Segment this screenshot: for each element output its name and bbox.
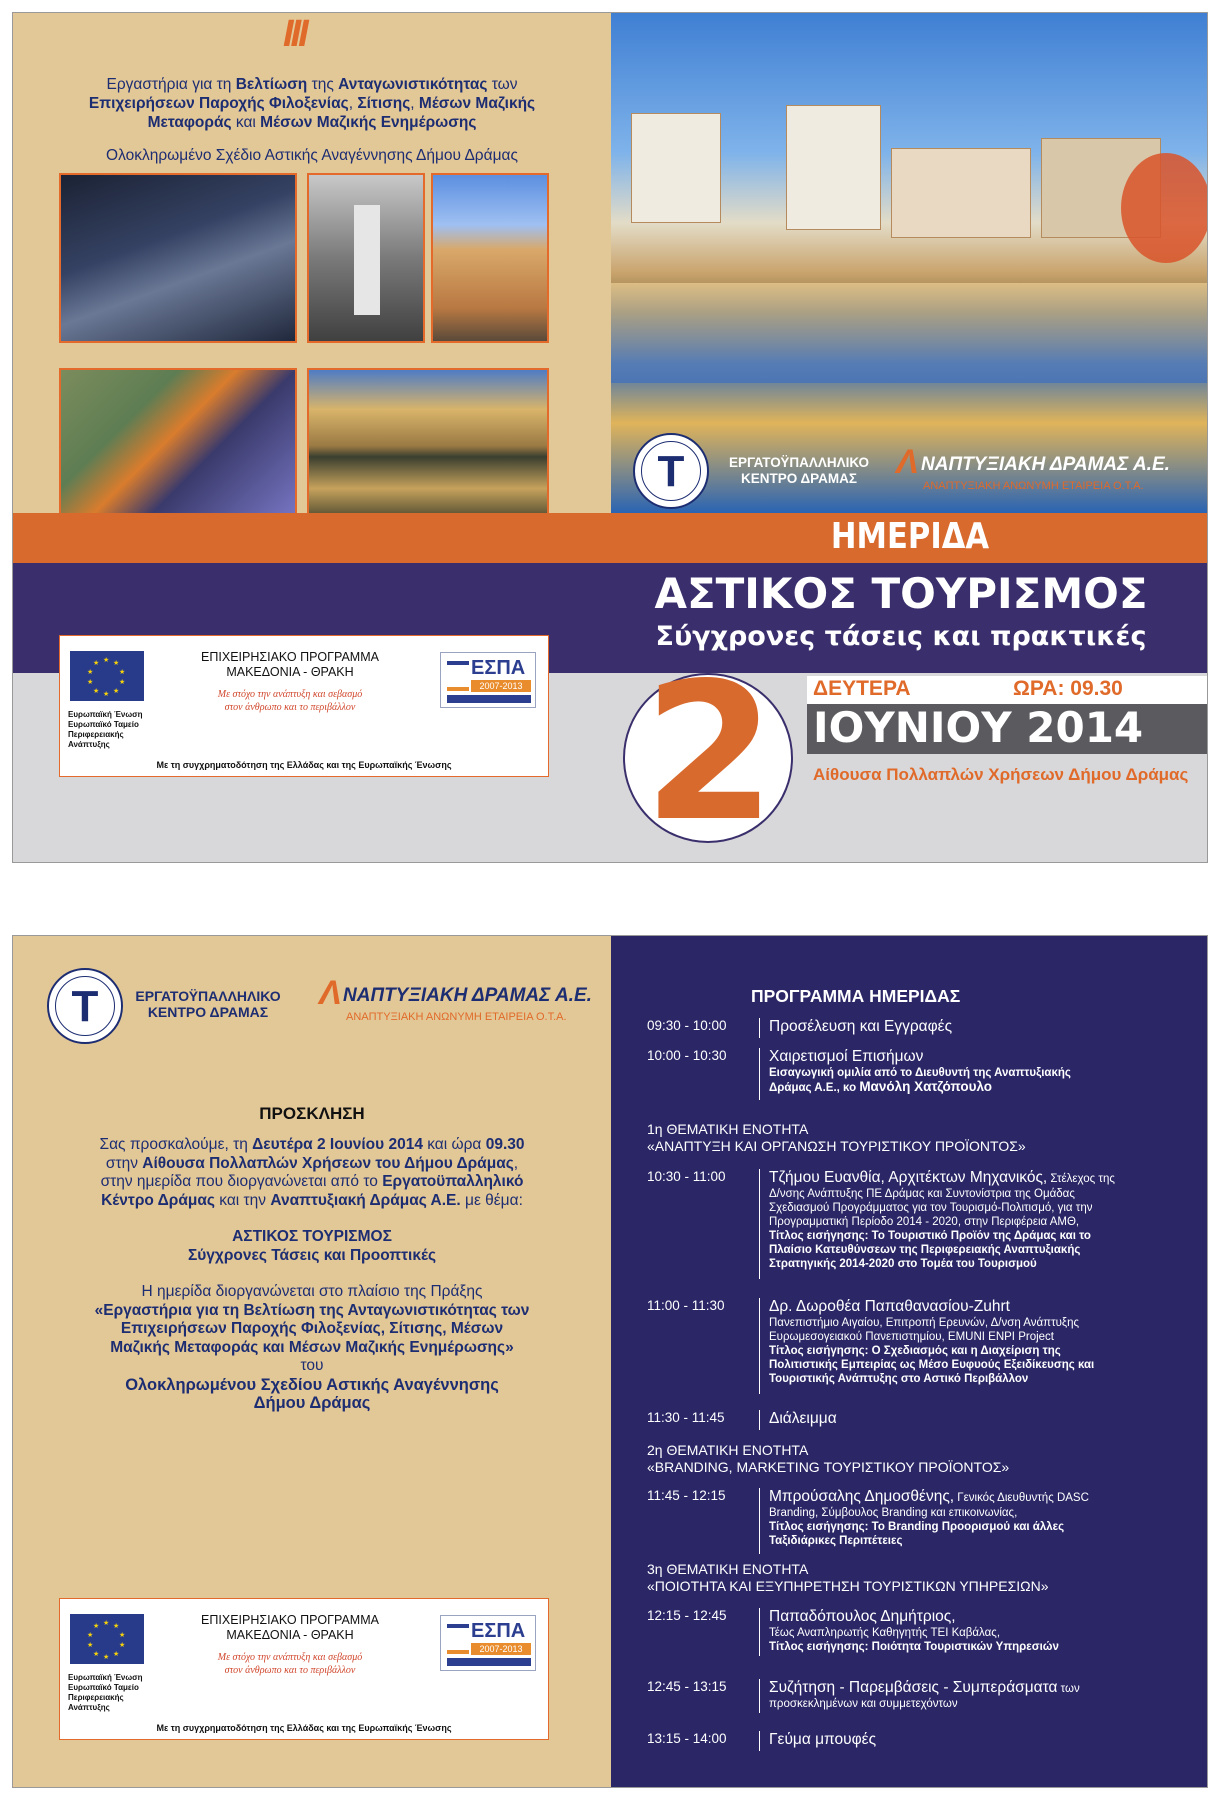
schedule-item [647, 1298, 1197, 1396]
invitation-body [53, 1136, 571, 1413]
photo-corner-building [431, 173, 549, 343]
program-line1: ΕΠΙΧΕΙΡΗΣΙΑΚΟ ΠΡΟΓΡΑΜΜΑ [201, 650, 379, 664]
schedule-time: 11:00 - 11:30 [647, 1298, 725, 1313]
invitation-theme-title: ΑΣΤΙΚΟΣ ΤΟΥΡΙΣΜΟΣ [232, 1228, 392, 1245]
schedule-title: Μπρούσαλης Δημοσθένης, Γενικός Διευθυντής DASC [769, 1488, 1089, 1505]
talk-title: Πλαίσιο Κατευθύνσεων της Περιφερειακής Αναπτυξιακής [769, 1244, 1081, 1256]
workshop-lead-text: Εργαστήρια για τη Βελτίωση της Ανταγωνιστικότητας των Επιχειρήσεων Παροχής Φιλοξενίας, Σίτισης, Μέσων Μαζικής Μεταφοράς και Μέσων Μαζικής Ενημέρωσης [88, 76, 536, 131]
espa-years: 2007-2013 [471, 680, 531, 692]
cofunding-note: Με τη συγχρηματοδότηση της Ελλάδας και της Ευρωπαϊκής Ένωσης [156, 760, 452, 770]
schedule-title: Χαιρετισμοί Επισήμων [769, 1048, 924, 1065]
eu-fund-label: Ευρωπαϊκή Ένωση Ευρωπαϊκό Ταμείο Περιφερειακής Ανάπτυξης [68, 710, 143, 749]
schedule-title: Διάλειμμα [769, 1410, 837, 1427]
schedule-detail: Ευρωμεσογειακού Πανεπιστημίου, EMUNI ENPI Project [769, 1331, 1054, 1343]
talk-title: Πολιτιστικής Εμπειρίας ως Μέσο Ευφυούς Εξειδίκευσης και [769, 1359, 1095, 1371]
center-line1: ΕΡΓΑΤΟΫΠΑΛΛΗΛΙΚΟ [728, 455, 870, 470]
section-title: «ΑΝΑΠΤΥΞΗ ΚΑΙ ΟΡΓΑΝΩΣΗ ΤΟΥΡΙΣΤΙΚΟΥ ΠΡΟΪΟΝΤΟΣ» [647, 1138, 1026, 1154]
schedule-title: Συζήτηση - Παρεμβάσεις - Συμπεράσματα των [769, 1679, 1080, 1696]
funding-box [59, 635, 549, 777]
program-motto [180, 1651, 400, 1677]
photo-modern-building [59, 368, 297, 530]
invitation-action: «Εργαστήρια για τη Βελτίωση της Ανταγωνιστικότητας των Επιχειρήσεων Παροχής Φιλοξενίας, Σίτισης, Μέσων Μαζικής Μεταφοράς και Μέσων Μαζικής Ενημέρωσης» [94, 1301, 530, 1356]
eu-flag-icon: ★ ★ ★ ★ ★ ★ ★ ★ ★ ★ [70, 1614, 144, 1664]
schedule-item [647, 1488, 1197, 1556]
employees-center-name [125, 988, 291, 1020]
anaptyxiaki-subtitle: ΑΝΑΠΤΥΞΙΑΚΗ ΑΝΩΝΥΜΗ ΕΤΑΙΡΕΙΑ Ο.Τ.Α. [923, 480, 1144, 492]
event-title: ΑΣΤΙΚΟΣ ΤΟΥΡΙΣΜΟΣ [654, 569, 1148, 618]
schedule-title: Προσέλευση και Εγγραφές [769, 1018, 953, 1035]
thematic-section [647, 1561, 1197, 1595]
photo-building [891, 148, 1031, 238]
schedule-detail: Πανεπιστήμιο Αιγαίου, Επιτροπή Ερευνών, Δ/νση Ανάπτυξης [769, 1317, 1080, 1329]
event-label: ΗΜΕΡΙΔΑ [830, 516, 990, 557]
schedule-item [647, 1731, 1197, 1753]
photo-autumn-tree [1121, 153, 1208, 263]
schedule-detail: Εισαγωγική ομιλία από το Διευθυντή της Αναπτυξιακής [769, 1067, 1071, 1079]
invitation-line: Κέντρο Δράμας και την Αναπτυξιακή Δράμας Α.Ε. με θέμα: [101, 1191, 523, 1209]
employees-center-name [719, 455, 879, 487]
schedule-detail: Τέως Αναπληρωτής Καθηγητής ΤΕΙ Καβάλας, [769, 1627, 1001, 1639]
espa-logo-icon [440, 1615, 536, 1671]
schedule-item [647, 1410, 1197, 1432]
event-month-year: ΙΟΥΝΙΟΥ 2014 [813, 703, 1144, 752]
event-date-number: 2 [643, 642, 776, 863]
motto-line1: Με στόχο την ανάπτυξη και σεβασμό [217, 1652, 363, 1663]
espa-logo-icon [440, 652, 536, 708]
schedule-detail: Δ/νσης Ανάπτυξης ΠΕ Δράμας και Συντονίστρια της Ομάδας [769, 1188, 1075, 1200]
inside-panel [12, 935, 1208, 1788]
espa-word: ΕΣΠΑ [471, 1620, 526, 1642]
center-line2: ΚΕΝΤΡΟ ΔΡΑΜΑΣ [740, 471, 858, 486]
espa-years: 2007-2013 [471, 1643, 531, 1655]
motto-line2: στον άνθρωπο και το περιβάλλον [224, 1665, 356, 1676]
thematic-section [647, 1442, 1197, 1476]
section-number: 2η ΘΕΜΑΤΙΚΗ ΕΝΟΤΗΤΑ [647, 1442, 809, 1458]
schedule-detail: Branding, Σύμβουλος Branding και επικοινωνίας, [769, 1507, 1018, 1519]
schedule-item [647, 1018, 1197, 1040]
program-line2: ΜΑΚΕΔΟΝΙΑ - ΘΡΑΚΗ [226, 665, 354, 679]
schedule-item [647, 1048, 1197, 1100]
employees-center-logo-icon [633, 433, 709, 509]
anaptyxiaki-logo-icon: Λ [896, 443, 919, 481]
schedule-time: 13:15 - 14:00 [647, 1731, 727, 1746]
espa-word: ΕΣΠΑ [471, 657, 526, 679]
thematic-section [647, 1121, 1197, 1155]
program-line2: ΜΑΚΕΔΟΝΙΑ - ΘΡΑΚΗ [226, 1628, 354, 1642]
talk-title: Στρατηγικής 2014-2020 στο Τομέα του Τουρισμού [769, 1258, 1037, 1270]
schedule-time: 11:30 - 11:45 [647, 1410, 725, 1425]
talk-title: Ταξιδιάρικες Περιπέτειες [769, 1535, 903, 1547]
schedule-item [647, 1169, 1197, 1281]
eu-fund-label: Ευρωπαϊκή Ένωση Ευρωπαϊκό Ταμείο Περιφερειακής Ανάπτυξης [68, 1673, 143, 1712]
invitation-line: στην Αίθουσα Πολλαπλών Χρήσεων του Δήμου Δράμας, [105, 1154, 519, 1172]
event-day: ΔΕΥΤΕΡΑ [813, 677, 911, 700]
schedule-time: 12:45 - 13:15 [647, 1679, 727, 1694]
center-line1: ΕΡΓΑΤΟΫΠΑΛΛΗΛΙΚΟ [135, 988, 281, 1004]
schedule-detail: προσκεκλημένων και συμμετεχόντων [769, 1698, 958, 1710]
employees-center-logo-icon [47, 968, 123, 1044]
section-title: «BRANDING, MARKETING ΤΟΥΡΙΣΤΙΚΟΥ ΠΡΟΪΟΝΤΟΣ» [647, 1459, 1010, 1475]
anaptyxiaki-subtitle: ΑΝΑΠΤΥΞΙΑΚΗ ΑΝΩΝΥΜΗ ΕΤΑΙΡΕΙΑ Ο.Τ.Α. [346, 1011, 567, 1023]
photo-night-boat [59, 173, 297, 343]
schedule-title: Τζήμου Ευανθία, Αρχιτέκτων Μηχανικός, Στέλεχος της [769, 1169, 1115, 1186]
photo-reflection [611, 283, 1208, 383]
photo-building [631, 113, 721, 223]
center-line2: ΚΕΝΤΡΟ ΔΡΑΜΑΣ [147, 1004, 269, 1020]
program-heading: ΠΡΟΓΡΑΜΜΑ ΗΜΕΡΙΔΑΣ [751, 986, 961, 1006]
event-venue: Αίθουσα Πολλαπλών Χρήσεων Δήμου Δράμας [813, 765, 1189, 784]
schedule-time: 12:15 - 12:45 [647, 1608, 727, 1623]
event-time: ΩΡΑ: 09.30 [1013, 677, 1123, 700]
photo-river-reflection [307, 368, 549, 530]
talk-title: Τίτλος εισήγησης: Ποιότητα Τουριστικών Υπηρεσιών [769, 1641, 1059, 1653]
anaptyxiaki-logo-icon: Λ [319, 974, 342, 1012]
schedule-time: 11:45 - 12:15 [647, 1488, 726, 1503]
schedule-detail: Δράμας Α.Ε., κο Μανόλη Χατζόπουλο [769, 1079, 993, 1094]
anaptyxiaki-name: ΝΑΠΤΥΞΙΑΚΗ ΔΡΑΜΑΣ Α.Ε. [921, 454, 1170, 475]
invitation-line: στην ημερίδα που διοργανώνεται από το Εργατοϋπαλληλικό [100, 1173, 524, 1190]
schedule-item [647, 1608, 1197, 1658]
schedule-detail: Σχεδιασμού Προγράμματος για τον Τουρισμό-Πολιτισμό, για την [769, 1202, 1093, 1214]
photo-statue [307, 173, 425, 343]
schedule-detail: Προγραμματική Περίοδο 2014 - 2020, στην Περιφέρεια ΑΜΘ, [769, 1216, 1080, 1228]
schedule-title: Γεύμα μπουφές [769, 1731, 877, 1748]
motto-line1: Με στόχο την ανάπτυξη και σεβασμό [217, 689, 363, 700]
cover-panel [12, 12, 1208, 863]
section-number: 1η ΘΕΜΑΤΙΚΗ ΕΝΟΤΗΤΑ [647, 1121, 809, 1137]
invitation-of: του [300, 1357, 324, 1374]
cofunding-note: Με τη συγχρηματοδότηση της Ελλάδας και της Ευρωπαϊκής Ένωσης [156, 1723, 452, 1733]
program-title [180, 1613, 400, 1643]
talk-title: Τίτλος εισήγησης: Το Τουριστικό Προϊόν της Δράμας και το [769, 1230, 1091, 1242]
talk-title: Τίτλος εισήγησης: Ο Σχεδιασμός και η Διαχείριση της [769, 1345, 1061, 1357]
anaptyxiaki-name: ΝΑΠΤΥΞΙΑΚΗ ΔΡΑΜΑΣ Α.Ε. [343, 985, 592, 1006]
hero-photo-drama-river [611, 13, 1208, 513]
program-line1: ΕΠΙΧΕΙΡΗΣΙΑΚΟ ΠΡΟΓΡΑΜΜΑ [201, 1613, 379, 1627]
event-subtitle: Σύγχρονες τάσεις και πρακτικές [655, 621, 1147, 652]
schedule-time: 09:30 - 10:00 [647, 1018, 727, 1033]
funding-box [59, 1598, 549, 1740]
roman-numeral: III [283, 13, 306, 55]
invitation-plan: Ολοκληρωμένου Σχεδίου Αστικής Αναγέννησης Δήμου Δράμας [125, 1375, 499, 1412]
schedule-time: 10:30 - 11:00 [647, 1169, 726, 1184]
eu-flag-icon: ★ ★ ★ ★ ★ ★ ★ ★ ★ ★ [70, 651, 144, 701]
program-motto [180, 688, 400, 714]
invitation-line: Σας προσκαλούμε, τη Δευτέρα 2 Ιουνίου 2014 και ώρα 09.30 [99, 1136, 525, 1153]
invitation-frame: Η ημερίδα διοργανώνεται στο πλαίσιο της Πράξης [141, 1283, 483, 1300]
photo-building [786, 105, 881, 230]
program-title [180, 650, 400, 680]
talk-title: Τίτλος εισήγησης: Το Branding Προορισμού και άλλες [769, 1521, 1065, 1533]
urban-plan-subtitle: Ολοκληρωμένο Σχέδιο Αστικής Αναγέννησης Δήμου Δράμας [106, 147, 518, 164]
schedule-item [647, 1679, 1197, 1715]
schedule-time: 10:00 - 10:30 [647, 1048, 727, 1063]
invitation-theme-subtitle: Σύγχρονες Τάσεις και Προοπτικές [187, 1246, 437, 1264]
motto-line2: στον άνθρωπο και το περιβάλλον [224, 702, 356, 713]
schedule-title: Παπαδόπουλος Δημήτριος, [769, 1608, 956, 1625]
talk-title: Τουριστικής Ανάπτυξης στο Αστικό Περιβάλλον [769, 1373, 1029, 1385]
schedule-title: Δρ. Δωροθέα Παπαθανασίου-Zuhrt [769, 1298, 1010, 1315]
invitation-title: ΠΡΟΣΚΛΗΣΗ [259, 1104, 365, 1123]
section-title: «ΠΟΙΟΤΗΤΑ ΚΑΙ ΕΞΥΠΗΡΕΤΗΣΗ ΤΟΥΡΙΣΤΙΚΩΝ ΥΠΗΡΕΣΙΩΝ» [647, 1578, 1049, 1594]
section-number: 3η ΘΕΜΑΤΙΚΗ ΕΝΟΤΗΤΑ [647, 1561, 809, 1577]
